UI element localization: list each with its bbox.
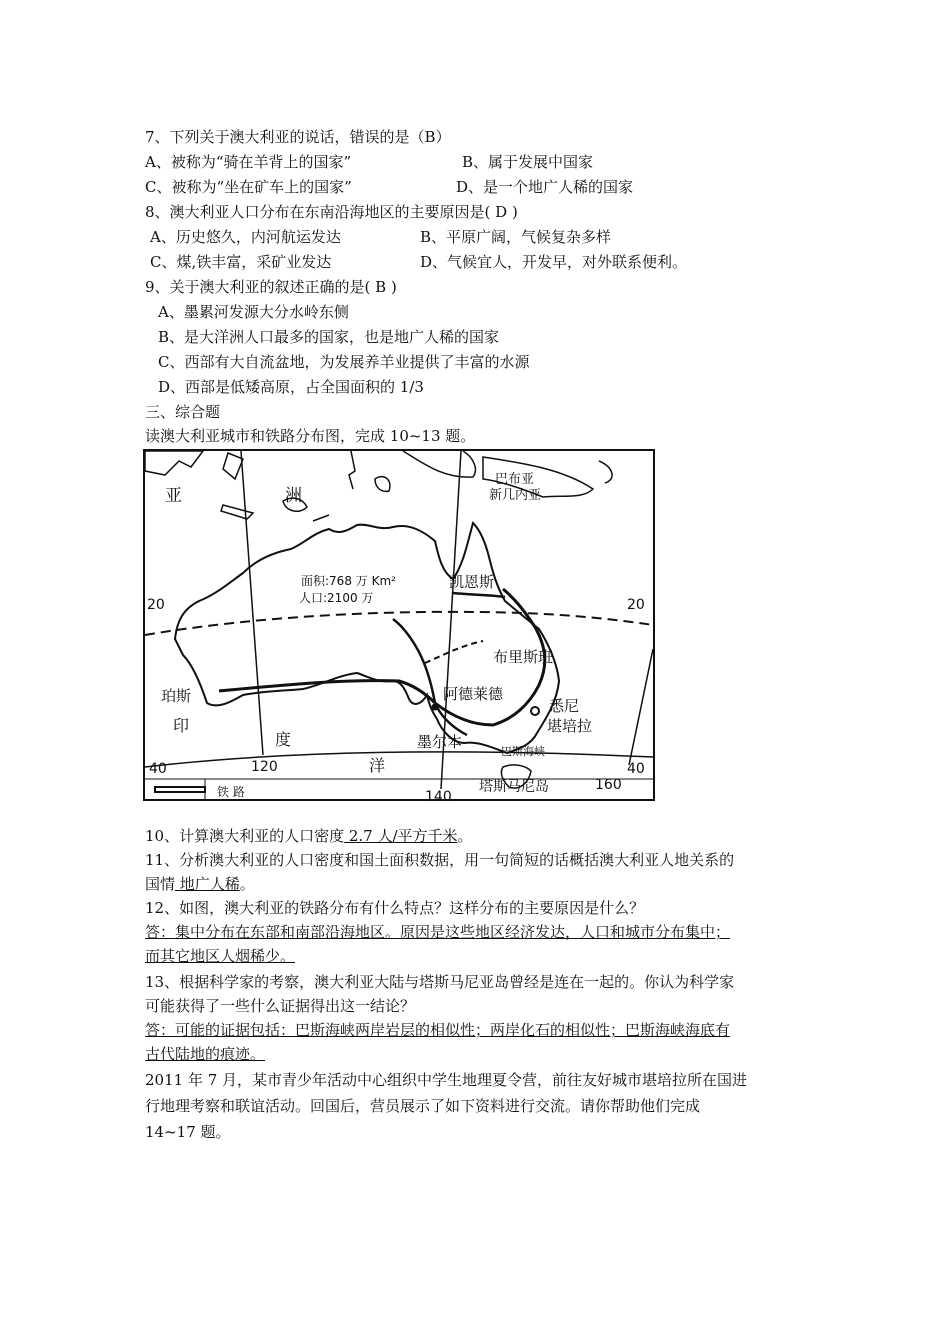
q7-option-c: C、被称为“坐在矿车上的国家” bbox=[145, 178, 352, 196]
q8-stem: 8、澳大利亚人口分布在东南沿海地区的主要原因是( D ) bbox=[145, 203, 518, 221]
q9-option-a: A、墨累河发源大分水岭东侧 bbox=[158, 303, 349, 321]
map-intro: 读澳大利亚城市和铁路分布图，完成 10~13 题。 bbox=[145, 427, 476, 445]
intro14-line3: 14~17 题。 bbox=[145, 1123, 231, 1141]
label-asia-1: 亚 bbox=[165, 486, 182, 506]
q13-answer-1: 答：可能的证据包括：巴斯海峡两岸岩层的相似性；两岸化石的相似性；巴斯海峡海底有 bbox=[145, 1021, 731, 1039]
label-tasmania: 塔斯马尼岛 bbox=[479, 779, 549, 795]
intro14-line2: 行地理考察和联谊活动。回国后，营员展示了如下资料进行交流。请你帮助他们完成 bbox=[145, 1097, 701, 1115]
q10-stem: 10、计算澳大利亚的人口密度 bbox=[145, 827, 345, 845]
australia-map bbox=[143, 449, 655, 801]
label-area: 面积:768 万 Km² bbox=[301, 574, 396, 588]
q7-option-b: B、属于发展中国家 bbox=[462, 153, 594, 171]
q9-option-c: C、西部有大自流盆地，为发展养羊业提供了丰富的水源 bbox=[158, 353, 530, 371]
q9-option-d: D、西部是低矮高原，占全国面积的 1/3 bbox=[158, 378, 424, 396]
label-indian-2: 度 bbox=[275, 730, 292, 749]
label-bass-strait: 巴斯海峡 bbox=[501, 745, 545, 758]
q11-pre: 国情 bbox=[145, 875, 176, 893]
q8-option-a: A、历史悠久，内河航运发达 bbox=[150, 228, 341, 246]
label-png-1: 巴布亚 bbox=[495, 472, 535, 487]
label-perth: 珀斯 bbox=[161, 687, 192, 705]
label-canberra: 堪培拉 bbox=[547, 717, 593, 735]
label-indian-3: 洋 bbox=[369, 756, 386, 775]
q10-end: 。 bbox=[457, 827, 473, 845]
q13-line1: 13、根据科学家的考察，澳大利亚大陆与塔斯马尼亚岛曾经是连在一起的。你认为科学家 bbox=[145, 973, 735, 991]
q7-stem: 7、下列关于澳大利亚的说话，错误的是（B） bbox=[145, 128, 451, 146]
q13-line2: 可能获得了一些什么证据得出这一结论？ bbox=[145, 997, 416, 1015]
intro14-line1: 2011 年 7 月，某市青少年活动中心组织中学生地理夏令营，前往友好城市堪培拉所在国进 bbox=[145, 1071, 748, 1089]
section-heading: 三、综合题 bbox=[145, 403, 221, 421]
label-asia-2: 洲 bbox=[285, 486, 302, 506]
label-adelaide: 阿德莱德 bbox=[443, 685, 504, 703]
label-lon120: 120 bbox=[251, 759, 278, 775]
q8-option-b: B、平原广阔，气候复杂多样 bbox=[420, 228, 612, 246]
q11-line2 bbox=[145, 874, 255, 894]
q11-end: 。 bbox=[239, 875, 255, 893]
label-population: 人口:2100 万 bbox=[299, 591, 374, 605]
label-legend-railway: 铁 路 bbox=[217, 785, 245, 799]
q12-stem: 12、如图，澳大利亚的铁路分布有什么特点？这样分布的主要原因是什么？ bbox=[145, 899, 645, 917]
label-lon160: 160 bbox=[595, 777, 622, 793]
label-lon140: 140 bbox=[425, 789, 452, 801]
label-lat20-left: 20 bbox=[147, 597, 165, 613]
q7-option-d: D、是一个地广人稀的国家 bbox=[456, 178, 634, 196]
label-sydney: 悉尼 bbox=[549, 697, 580, 715]
label-lat20-right: 20 bbox=[627, 597, 645, 613]
label-indian-1: 印 bbox=[173, 716, 190, 735]
q10 bbox=[145, 826, 473, 846]
label-brisbane: 布里斯班 bbox=[493, 648, 554, 666]
q8-option-c: C、煤,铁丰富，采矿业发达 bbox=[150, 253, 332, 271]
label-lat40-right: 40 bbox=[627, 761, 645, 777]
q8-option-d: D、气候宜人，开发早，对外联系便利。 bbox=[420, 253, 688, 271]
q10-answer: 2.7 人/平方千米 bbox=[344, 827, 458, 845]
q13-answer-2: 古代陆地的痕迹。 bbox=[145, 1045, 266, 1063]
q12-answer-1: 答：集中分布在东部和南部沿海地区。原因是这些地区经济发达，人口和城市分布集中； bbox=[145, 923, 731, 941]
label-png-2: 新几内亚 bbox=[489, 488, 542, 503]
q9-stem: 9、关于澳大利亚的叙述正确的是( B ) bbox=[145, 278, 397, 296]
label-melbourne: 墨尔本 bbox=[417, 733, 463, 751]
q11-line1: 11、分析澳大利亚的人口密度和国土面积数据，用一句简短的话概括澳大利亚人地关系的 bbox=[145, 851, 735, 869]
label-lat40-left: 40 bbox=[149, 761, 167, 777]
label-cairns: 凯恩斯 bbox=[449, 573, 495, 591]
q11-answer: 地广人稀 bbox=[175, 875, 240, 893]
q7-option-a: A、被称为“骑在羊背上的国家” bbox=[145, 153, 352, 171]
q12-answer-2: 而其它地区人烟稀少。 bbox=[145, 947, 296, 965]
q9-option-b: B、是大洋洲人口最多的国家，也是地广人稀的国家 bbox=[158, 328, 500, 346]
